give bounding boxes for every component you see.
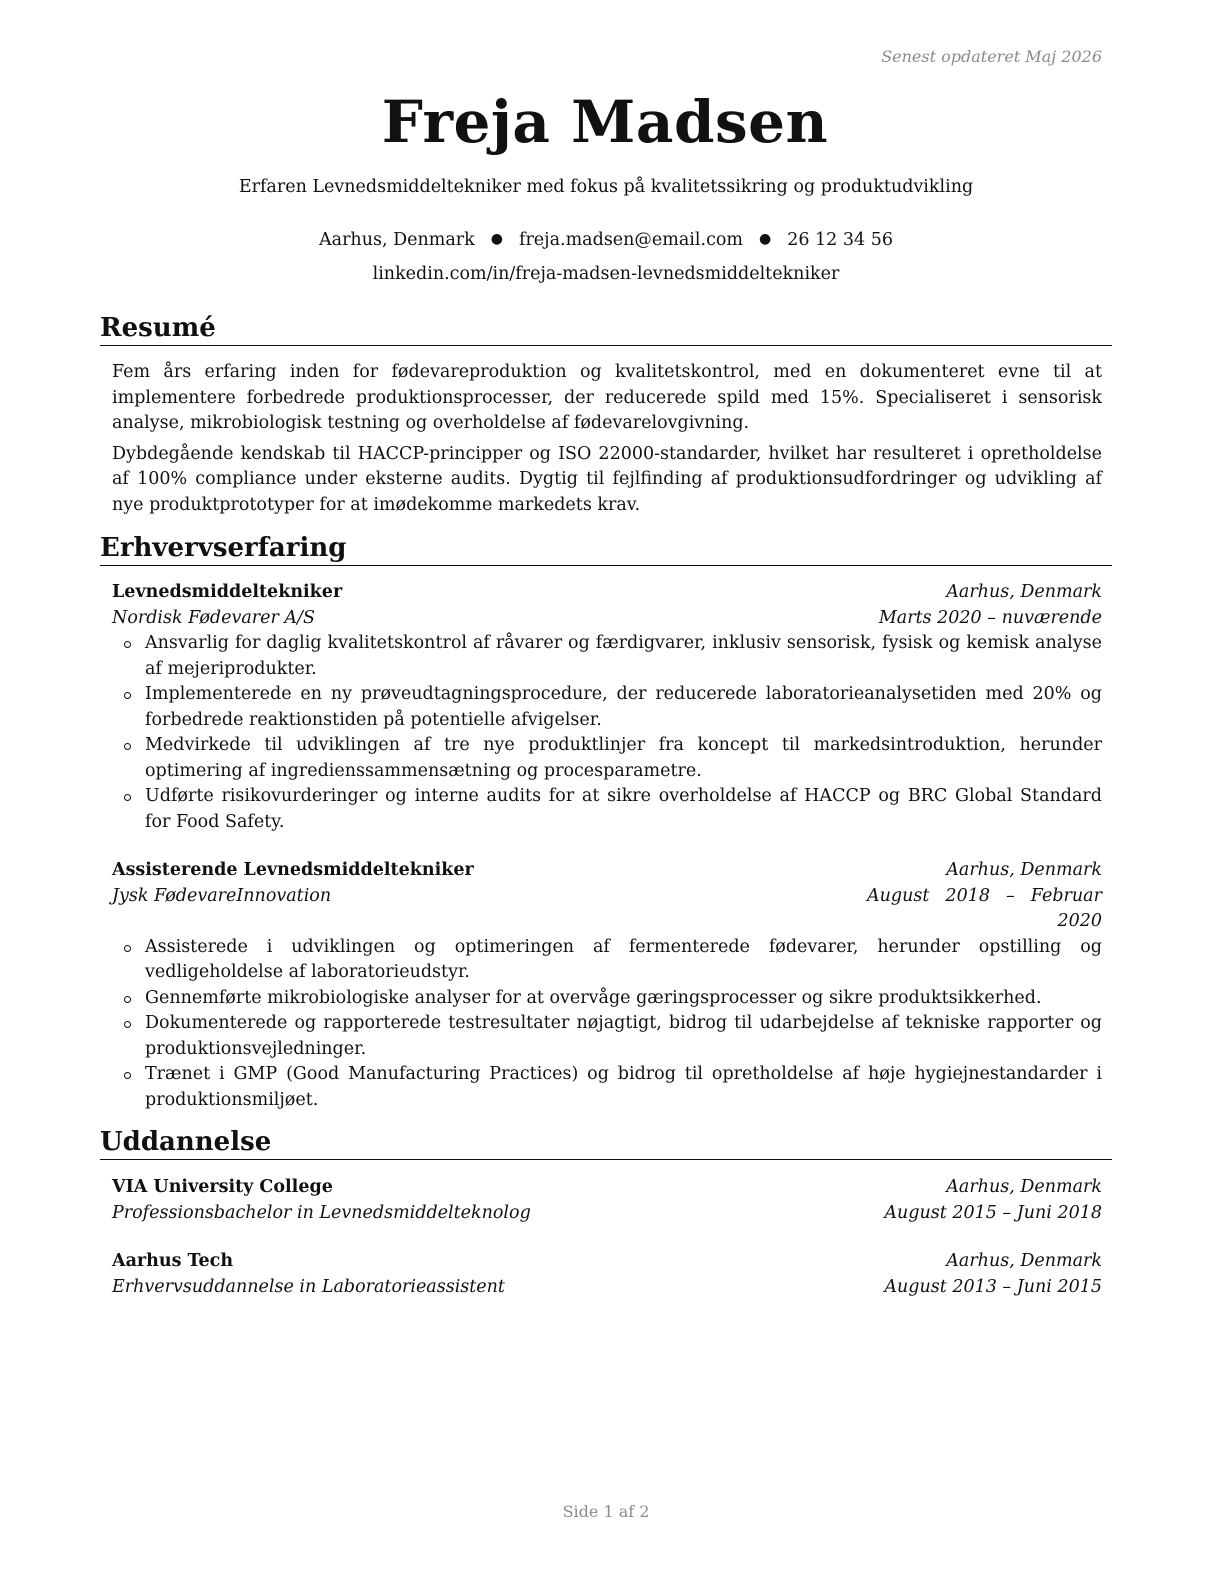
list-item-text: Gennemførte mikrobiologiske analyser for at overvåge gæringsprocesser og sikre produktsikkerhed.	[145, 987, 1042, 1008]
contact-location: Aarhus, Denmark	[319, 230, 475, 250]
bullet-icon	[124, 996, 131, 1003]
bullet-icon	[124, 692, 131, 699]
education-location: Aarhus, Denmark	[946, 1251, 1102, 1271]
job-role: Levnedsmiddeltekniker	[112, 582, 343, 602]
job-bullet-list	[112, 631, 1102, 835]
list-item	[112, 986, 1102, 1012]
job-subheader-row	[112, 884, 1102, 935]
job-company: Nordisk Fødevarer A/S	[112, 607, 315, 628]
education-header-row	[112, 1249, 1102, 1275]
contact-line	[0, 228, 1212, 253]
list-item	[112, 935, 1102, 986]
job-location: Aarhus, Denmark	[946, 860, 1102, 880]
education-dates: August 2013 – Juni 2015	[884, 1276, 1102, 1297]
list-item	[112, 1062, 1102, 1113]
job-bullet-list	[112, 935, 1102, 1114]
list-item	[112, 784, 1102, 835]
contact-phone[interactable]: 26 12 34 56	[787, 230, 893, 250]
summary-paragraph: Fem års erfaring inden for fødevareproduktion og kvalitetskontrol, med en dokumenteret evne til at implementere forbedrede produktionsprocesser, der reducerede spild med 15%. Specialiseret i sensorisk analyse, mikrobiologisk testning og overholdelse af fødevarelovgivning.	[112, 362, 1102, 433]
education-school: Aarhus Tech	[112, 1251, 234, 1271]
job-entry	[112, 580, 1102, 835]
contact-email[interactable]: freja.madsen@email.com	[518, 230, 743, 250]
job-role: Assisterende Levnedsmiddeltekniker	[112, 860, 474, 880]
education-degree: Professionsbachelor in Levnedsmiddelteknolog	[112, 1202, 531, 1223]
summary-paragraph: Dybdegående kendskab til HACCP-principper og ISO 22000-standarder, hvilket har resulteret i opretholdelse af 100% compliance under eksterne audits. Dygtig til fejlfinding af produktionsudfordringer og udvikling af nye produktprototyper for at imødekomme markedets krav.	[112, 443, 1102, 515]
education-entry	[112, 1249, 1102, 1300]
last-updated-note: Senest opdateret Maj 2026	[881, 47, 1102, 66]
contact-linkedin[interactable]: linkedin.com/in/freja-madsen-levnedsmiddeltekniker	[372, 264, 840, 284]
education-degree: Erhvervsuddannelse in Laboratorieassistent	[112, 1276, 505, 1297]
job-dates: August 2018 – Februar 2020	[867, 885, 1102, 931]
education-school: VIA University College	[112, 1177, 333, 1197]
job-entry	[112, 858, 1102, 1113]
job-header-row	[112, 858, 1102, 884]
separator-dot-icon: ●	[759, 231, 772, 247]
bullet-icon	[124, 641, 131, 648]
list-item	[112, 733, 1102, 784]
bullet-icon	[124, 794, 131, 801]
list-item-text: Udførte risikovurderinger og interne audits for at sikre overholdelse af HACCP og BRC Global Standard for Food Safety.	[145, 786, 1102, 832]
section-title-experience: Erhvervserfaring	[100, 533, 1112, 566]
bullet-icon	[124, 1021, 131, 1028]
list-item	[112, 631, 1102, 682]
list-item-text: Assisterede i udviklingen og optimeringen af fermenterede fødevarer, herunder opstilling og vedligeholdelse af laboratorieudstyr.	[145, 936, 1102, 982]
list-item-text: Trænet i GMP (Good Manufacturing Practices) og bidrog til opretholdelse af høje hygiejnestandarder i produktionsmiljøet.	[145, 1064, 1102, 1110]
education-subheader-row	[112, 1275, 1102, 1301]
list-item-text: Dokumenterede og rapporterede testresultater nøjagtigt, bidrog til udarbejdelse af tekniske rapporter og produktionsvejledninger.	[145, 1013, 1102, 1059]
education-header-row	[112, 1175, 1102, 1201]
page-number: Side 1 af 2	[562, 1502, 650, 1521]
section-title-summary: Resumé	[100, 313, 1112, 346]
list-item-text: Implementerede en ny prøveudtagningsprocedure, der reducerede laboratorieanalysetiden med 20% og forbedrede reaktionstiden på potentielle afvigelser.	[145, 684, 1102, 730]
list-item	[112, 1011, 1102, 1062]
job-header-row	[112, 580, 1102, 606]
bullet-icon	[124, 743, 131, 750]
bullet-icon	[124, 1072, 131, 1079]
job-company: Jysk FødevareInnovation	[112, 885, 332, 906]
summary-section	[112, 360, 1102, 518]
list-item-text: Ansvarlig for daglig kvalitetskontrol af råvarer og færdigvarer, inklusiv sensorisk, fysisk og kemisk analyse af mejeriprodukter.	[145, 633, 1102, 679]
list-item-text: Medvirkede til udviklingen af tre nye produktlinjer fra koncept til markedsintroduktion, herunder optimering af ingredienssammensætning og procesparametre.	[145, 735, 1102, 781]
separator-dot-icon: ●	[490, 231, 503, 247]
bullet-icon	[124, 945, 131, 952]
job-dates: Marts 2020 – nuværende	[878, 607, 1102, 628]
education-subheader-row	[112, 1201, 1102, 1227]
education-entry	[112, 1175, 1102, 1226]
education-dates: August 2015 – Juni 2018	[884, 1202, 1102, 1223]
education-location: Aarhus, Denmark	[946, 1177, 1102, 1197]
candidate-headline: Erfaren Levnedsmiddeltekniker med fokus på kvalitetssikring og produktudvikling	[238, 177, 974, 197]
job-subheader-row	[112, 606, 1102, 632]
list-item	[112, 682, 1102, 733]
candidate-name: Freja Madsen	[381, 88, 829, 156]
section-title-education: Uddannelse	[100, 1127, 1112, 1160]
job-location: Aarhus, Denmark	[946, 582, 1102, 602]
